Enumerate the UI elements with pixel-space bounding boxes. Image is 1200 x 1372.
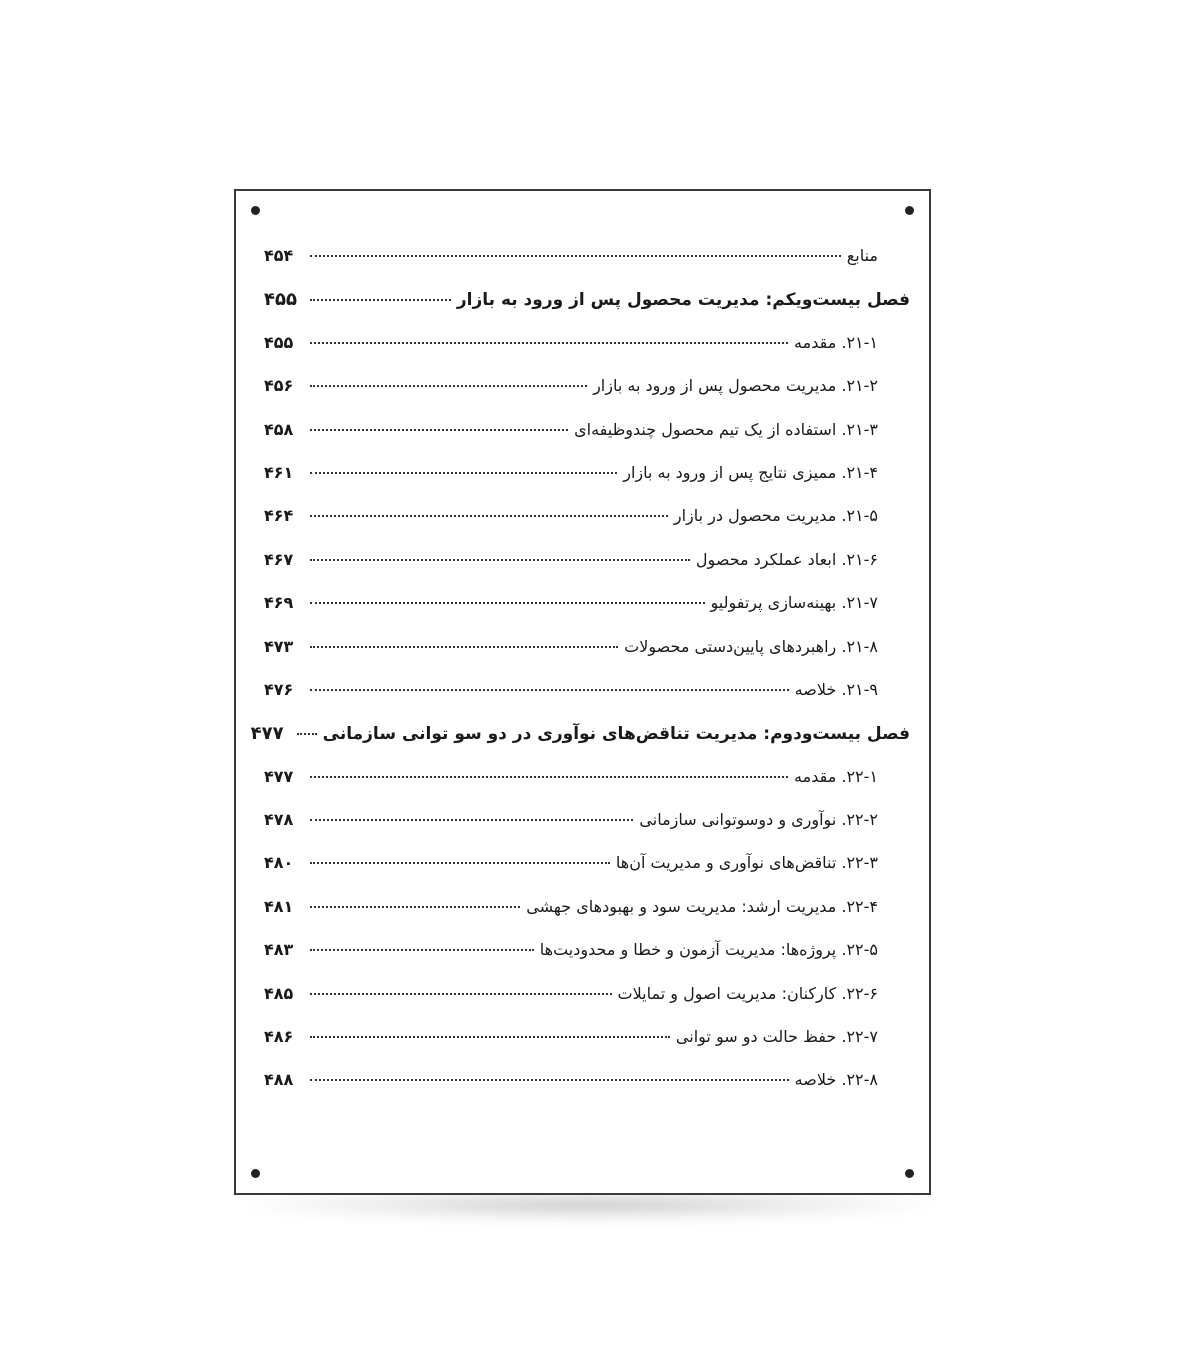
corner-dot-icon	[251, 1169, 260, 1178]
toc-entry-title: ۲۲-۵. پروژه‌ها: مدیریت آزمون و خطا و محدودیت‌ها	[539, 940, 878, 960]
toc-dot-leader	[310, 255, 841, 257]
toc-entry	[264, 463, 910, 506]
toc-entry-page: ۴۸۶	[264, 1027, 294, 1047]
toc-entry-title: ۲۱-۳. استفاده از یک تیم محصول چندوظیفه‌ای	[574, 419, 878, 439]
toc-entry-title: ۲۱-۲. مدیریت محصول پس از ورود به بازار	[593, 376, 878, 396]
toc-dot-leader	[310, 429, 568, 431]
toc-entry	[264, 680, 910, 723]
toc-entry	[264, 1070, 910, 1113]
toc-dot-leader	[310, 559, 690, 561]
toc-entry-page: ۴۶۴	[264, 506, 294, 526]
toc-dot-leader	[310, 646, 618, 648]
toc-entry	[264, 810, 910, 853]
toc-entry-title: ۲۲-۲. نوآوری و دوسوتوانی سازمانی	[639, 810, 878, 830]
toc-entry-title: ۲۲-۱. مقدمه	[794, 766, 878, 786]
toc-entry-page: ۴۶۷	[264, 549, 294, 569]
toc-entry-page: ۴۶۱	[264, 462, 294, 482]
toc-entry-page: ۴۸۳	[264, 940, 294, 960]
toc-entry	[264, 853, 910, 896]
toc-entry	[264, 767, 910, 810]
toc-dot-leader	[310, 602, 705, 604]
toc-entry	[264, 246, 910, 289]
toc-entry-page: ۴۵۵	[264, 289, 297, 311]
toc-dot-leader	[297, 733, 317, 735]
toc-dot-leader	[310, 385, 587, 387]
toc-dot-leader	[310, 299, 451, 301]
toc-dot-leader	[310, 949, 534, 951]
toc-chapter-entry	[264, 289, 910, 332]
toc-entry-title: ۲۱-۷. بهینه‌سازی پرتفولیو	[710, 593, 878, 613]
toc-entry	[264, 940, 910, 983]
toc-entry	[264, 593, 910, 636]
toc-entry-page: ۴۵۶	[264, 376, 294, 396]
toc-entry-page: ۴۸۰	[264, 853, 294, 873]
toc-chapter-entry	[250, 723, 910, 766]
toc-dot-leader	[310, 819, 633, 821]
toc-dot-leader	[310, 342, 788, 344]
toc-entry	[264, 550, 910, 593]
toc-entry-title: ۲۱-۱. مقدمه	[794, 332, 878, 352]
toc-entry-page: ۴۶۹	[264, 593, 294, 613]
toc-dot-leader	[310, 515, 668, 517]
toc-dot-leader	[310, 1036, 670, 1038]
toc-entry-title: ۲۲-۸. خلاصه	[794, 1070, 878, 1090]
toc-dot-leader	[310, 472, 617, 474]
toc-entry-page: ۴۵۴	[264, 246, 294, 265]
toc-entry-page: ۴۷۶	[264, 679, 294, 699]
toc-entry-title: منابع	[846, 246, 878, 265]
toc-chapter-title: فصل بیست‌ویکم: مدیریت محصول پس از ورود به بازار	[456, 290, 910, 311]
toc-entry-title: ۲۱-۵. مدیریت محصول در بازار	[673, 506, 878, 526]
toc-entry	[264, 376, 910, 419]
toc-entry-page: ۴۵۵	[264, 332, 294, 352]
toc-dot-leader	[310, 1079, 789, 1081]
toc-entry-title: ۲۱-۹. خلاصه	[794, 679, 878, 699]
toc-dot-leader	[310, 862, 610, 864]
toc-dot-leader	[310, 689, 789, 691]
toc-entry-page: ۴۸۸	[264, 1070, 294, 1090]
toc-entry-title: ۲۱-۸. راهبردهای پایین‌دستی محصولات	[624, 636, 878, 656]
table-of-contents	[250, 246, 910, 1114]
corner-dot-icon	[251, 206, 260, 215]
toc-entry	[264, 1027, 910, 1070]
toc-entry	[264, 333, 910, 376]
toc-entry-page: ۴۷۳	[264, 636, 294, 656]
toc-entry	[264, 637, 910, 680]
toc-entry	[264, 506, 910, 549]
toc-entry-title: ۲۲-۷. حفظ حالت دو سو توانی	[675, 1027, 878, 1047]
toc-entry-page: ۴۸۵	[264, 983, 294, 1003]
toc-entry-title: ۲۲-۳. تناقض‌های نوآوری و مدیریت آن‌ها	[615, 853, 878, 873]
toc-entry-page: ۴۷۷	[264, 766, 294, 786]
toc-entry-page: ۴۷۸	[264, 810, 294, 830]
toc-dot-leader	[310, 993, 612, 995]
toc-page	[234, 189, 931, 1195]
toc-entry	[264, 897, 910, 940]
toc-entry-title: ۲۲-۴. مدیریت ارشد: مدیریت سود و بهبودهای جهشی	[526, 896, 878, 916]
toc-entry-title: ۲۱-۴. ممیزی نتایج پس از ورود به بازار	[623, 462, 878, 482]
toc-chapter-title: فصل بیست‌ودوم: مدیریت تناقض‌های نوآوری در دو سو توانی سازمانی	[322, 724, 910, 745]
toc-entry	[264, 984, 910, 1027]
toc-dot-leader	[310, 776, 788, 778]
toc-entry-page: ۴۵۸	[264, 419, 294, 439]
toc-entry	[264, 420, 910, 463]
toc-dot-leader	[310, 906, 520, 908]
corner-dot-icon	[905, 1169, 914, 1178]
toc-entry-title: ۲۲-۶. کارکنان: مدیریت اصول و تمایلات	[617, 983, 878, 1003]
toc-entry-page: ۴۸۱	[264, 896, 294, 916]
corner-dot-icon	[905, 206, 914, 215]
toc-entry-title: ۲۱-۶. ابعاد عملکرد محصول	[695, 549, 878, 569]
toc-entry-page: ۴۷۷	[250, 723, 284, 745]
